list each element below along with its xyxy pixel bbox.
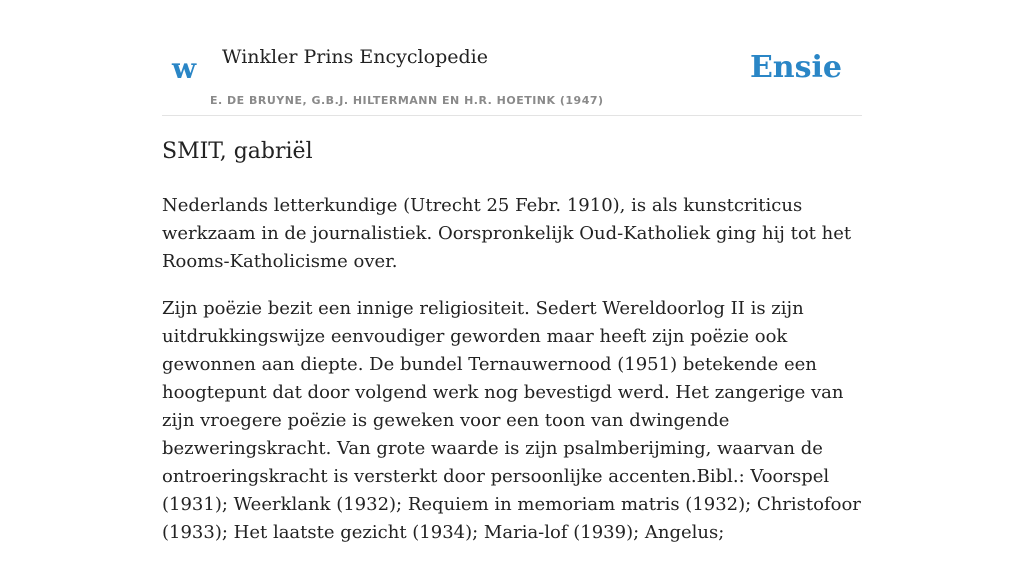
entry-content — [162, 192, 862, 566]
site-header — [162, 40, 862, 116]
entry-paragraph: Nederlands letterkundige (Utrecht 25 Febr. 1910), is als kunstcriticus werkzaam in de journalistiek. Oorspronkelijk Oud-Katholiek ging hij tot het Rooms-Katholicisme over. — [162, 195, 852, 272]
entry-title: SMIT, gabriël — [162, 139, 313, 164]
book-authors: E. DE BRUYNE, G.B.J. HILTERMANN EN H.R. HOETINK (1947) — [210, 94, 604, 107]
winkler-prins-logo[interactable]: w — [172, 52, 197, 85]
entry-paragraph: Zijn poëzie bezit een innige religiositeit. Sedert Wereldoorlog II is zijn uitdrukkingswijze eenvoudiger geworden maar heeft zijn poëzie ook gewonnen aan diepte. De bundel Ternauwernood (1951) betekende een hoogtepunt dat door volgend werk nog bevestigd werd. Het zangerige van zijn vroegere poëzie is geweken voor een toon van dwingende bezweringskracht. Van grote waarde is zijn psalmberijming, waarvan de ontroeringskracht is versterkt door persoonlijke accenten.Bibl.: Voorspel (1931); Weerklank (1932); Requiem in memoriam matris (1932); Christofoor (1933); Het laatste gezicht (1934); Maria-lof (1939); Angelus; — [162, 298, 861, 543]
ensie-logo-link[interactable]: Ensie — [749, 50, 842, 85]
book-title[interactable]: Winkler Prins Encyclopedie — [222, 46, 488, 68]
